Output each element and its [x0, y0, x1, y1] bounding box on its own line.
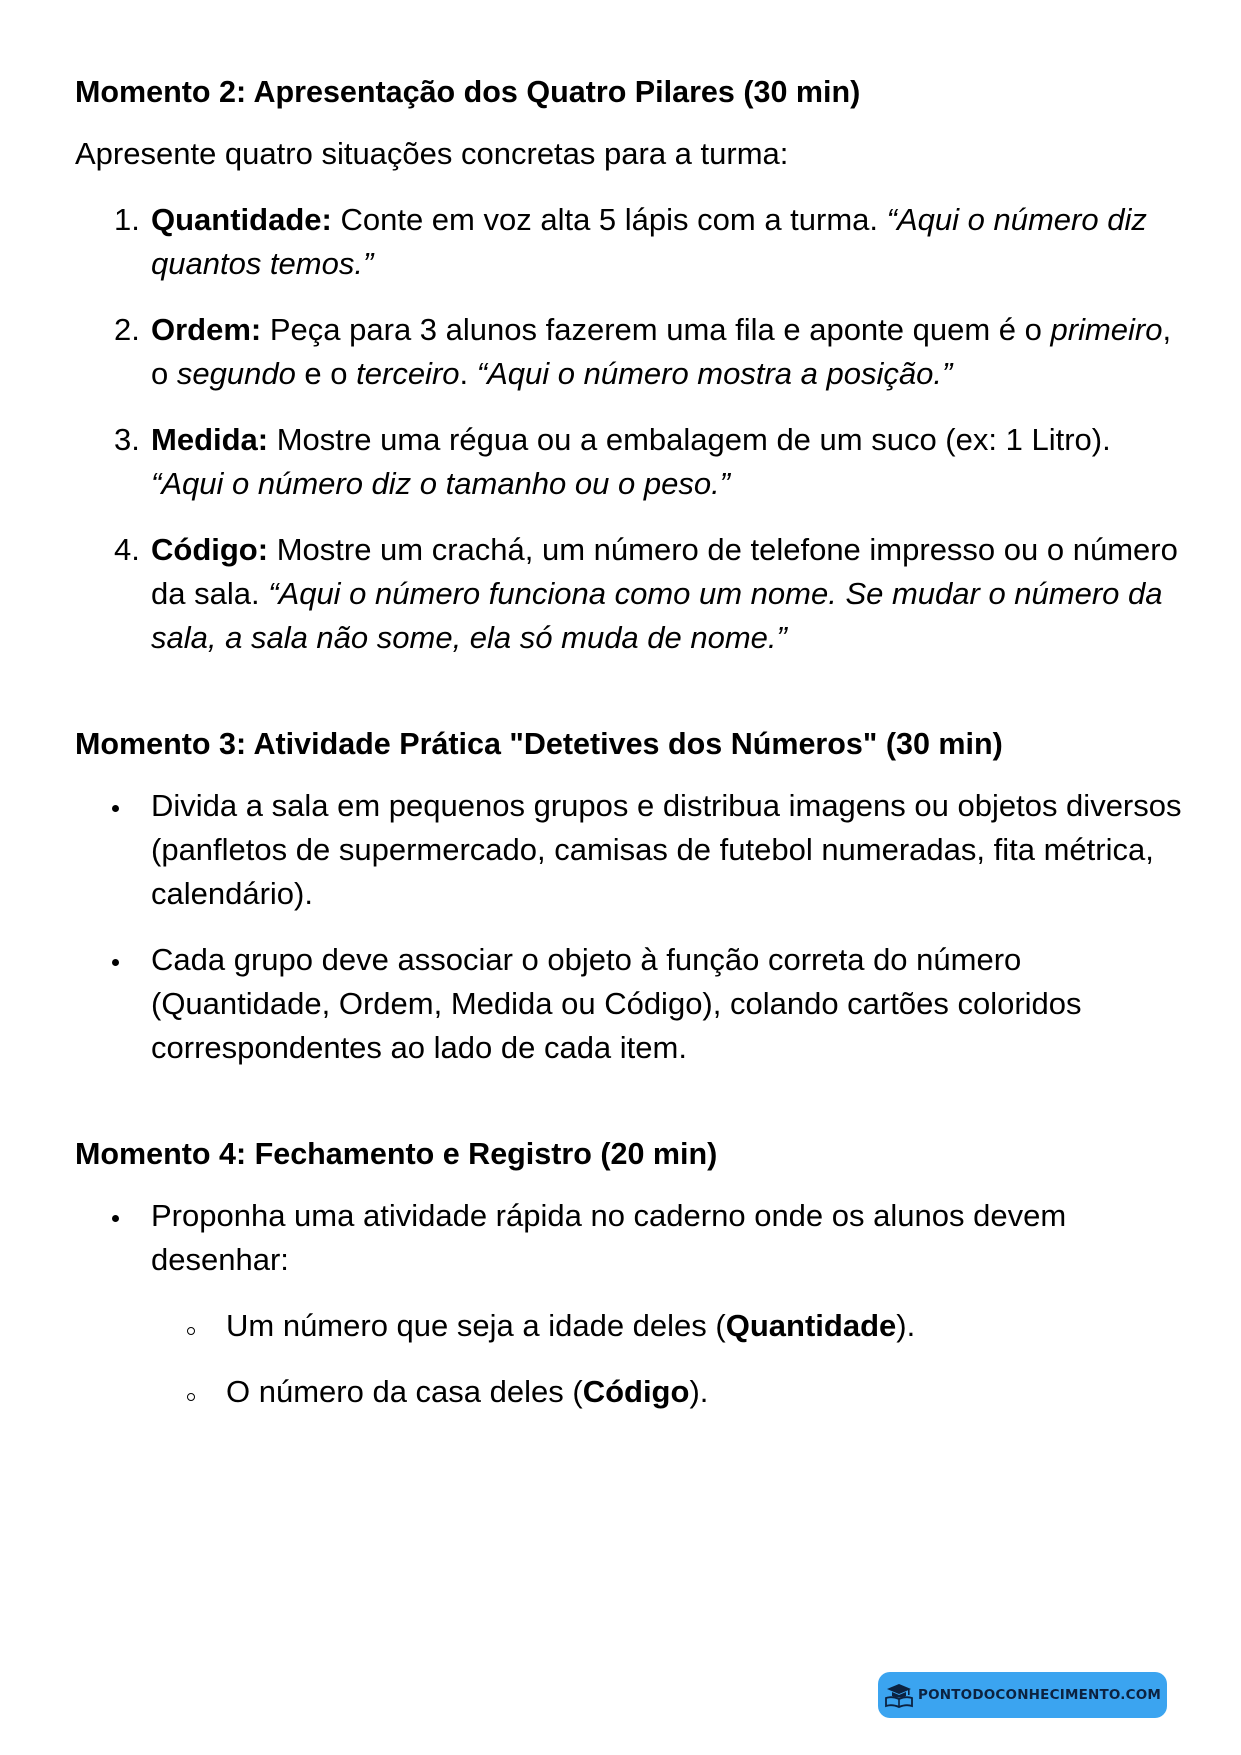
closing-list [75, 1194, 1185, 1282]
list-item [75, 784, 1185, 916]
sub-text: O número da casa deles ( [226, 1374, 583, 1409]
bullet-text: Cada grupo deve associar o objeto à função correta do número (Quantidade, Ordem, Medida ou Código), colando cartões coloridos correspondentes ao lado de cada item. [151, 942, 1082, 1065]
document-page [75, 72, 1185, 1436]
list-item-ordem [75, 308, 1185, 396]
item-quote: “Aqui o número diz quantos temos.” [151, 202, 1147, 281]
list-number: 1. [114, 202, 140, 237]
item-quote: “Aqui o número mostra a posição.” [476, 356, 953, 391]
graduation-book-icon [884, 1682, 914, 1708]
italic-word: terceiro [356, 356, 460, 391]
section-title-momento-4: Momento 4: Fechamento e Registro (20 min) [75, 1137, 718, 1171]
item-text: Conte em voz alta 5 lápis com a turma. [331, 202, 887, 237]
item-text: Mostre uma régua ou a embalagem de um suco (ex: 1 Litro). [268, 422, 1111, 457]
pillars-list [75, 198, 1185, 660]
activity-list [75, 784, 1185, 1070]
list-item [75, 938, 1185, 1070]
section-intro: Apresente quatro situações concretas para a turma: [75, 136, 789, 171]
item-label: Código: [151, 532, 269, 567]
list-item-codigo [75, 528, 1185, 660]
bullet-icon [112, 1215, 119, 1222]
item-quote: “Aqui o número diz o tamanho ou o peso.” [151, 466, 731, 501]
list-item-quantidade [75, 198, 1185, 286]
item-text: e o [295, 356, 357, 391]
item-label: Quantidade: [151, 202, 332, 237]
item-label: Medida: [151, 422, 269, 457]
item-text: Peça para 3 alunos fazerem uma fila e aponte quem é o [261, 312, 1051, 347]
sub-text: Um número que seja a idade deles ( [226, 1308, 726, 1343]
list-item [75, 1194, 1185, 1282]
item-text: . [459, 356, 477, 391]
item-text: , o [151, 312, 1172, 391]
bullet-icon [112, 805, 119, 812]
list-number: 2. [114, 312, 140, 347]
item-quote: “Aqui o número funciona como um nome. Se mudar o número da sala, a sala não some, ela só muda de nome.” [151, 576, 1163, 655]
site-badge[interactable] [878, 1672, 1167, 1718]
sub-list-item [75, 1304, 1185, 1348]
closing-sublist [75, 1304, 1185, 1414]
hollow-bullet-icon [187, 1393, 195, 1401]
list-item-medida [75, 418, 1185, 506]
sub-bold: Quantidade [725, 1308, 897, 1343]
badge-text: PONTODOCONHECIMENTO.COM [917, 1687, 1162, 1703]
bullet-text: Proponha uma atividade rápida no caderno onde os alunos devem desenhar: [151, 1198, 1067, 1277]
item-text: Mostre um crachá, um número de telefone impresso ou o número da sala. [151, 532, 1178, 611]
sub-bold: Código [582, 1374, 690, 1409]
italic-word: segundo [176, 356, 296, 391]
item-label: Ordem: [151, 312, 262, 347]
hollow-bullet-icon [187, 1327, 195, 1335]
sub-list-item [75, 1370, 1185, 1414]
sub-text: ). [896, 1308, 916, 1343]
section-title-momento-2: Momento 2: Apresentação dos Quatro Pilares (30 min) [75, 75, 861, 109]
list-number: 4. [114, 532, 140, 567]
italic-word: primeiro [1050, 312, 1163, 347]
section-title-momento-3: Momento 3: Atividade Prática "Detetives dos Números" (30 min) [75, 727, 1003, 761]
list-number: 3. [114, 422, 140, 457]
sub-text: ). [689, 1374, 709, 1409]
bullet-icon [112, 959, 119, 966]
bullet-text: Divida a sala em pequenos grupos e distribua imagens ou objetos diversos (panfletos de supermercado, camisas de futebol numeradas, fita métrica, calendário). [151, 788, 1182, 911]
